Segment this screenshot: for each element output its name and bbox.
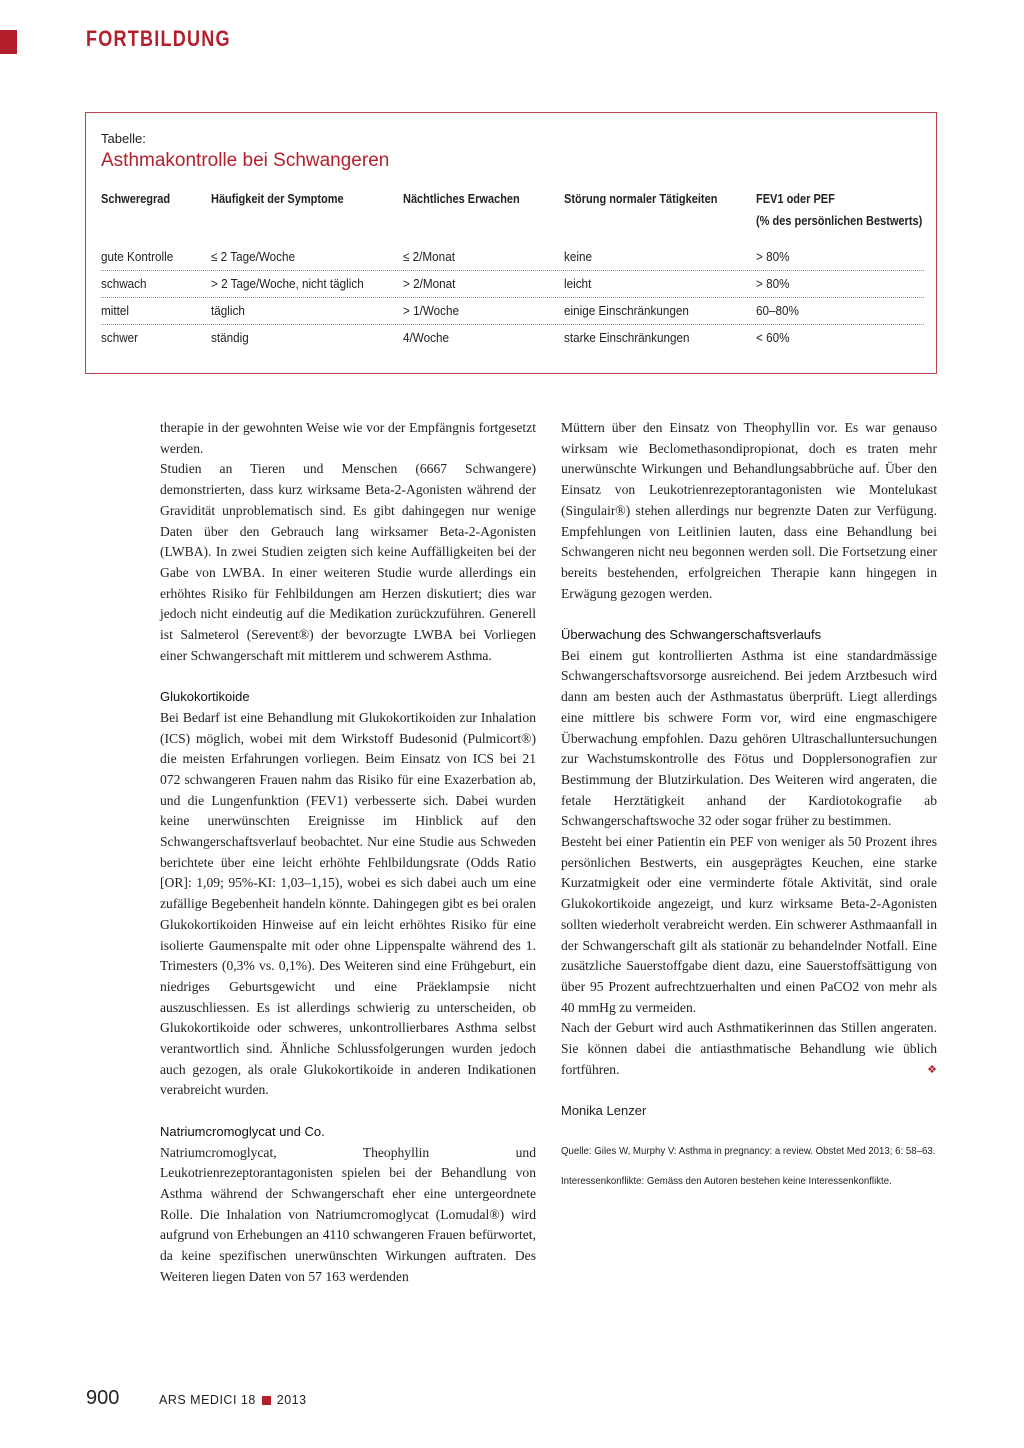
article-column-right [561, 418, 937, 1188]
end-mark-icon: ❖ [927, 1062, 937, 1076]
paragraph: Besteht bei einer Patientin ein PEF von weniger als 50 Prozent ihres persönlichen Bestwerts, ein ausgeprägtes Keuchen, eine starke Kurzatmigkeit oder eine verminderte fötale Aktivität, sind orale Glukokortikoide angezeigt, und kurz wirksame Beta-2-Agonisten sollten wiederholt verabreicht werden. Ein schwerer Asthmaanfall in der Schwangerschaft gilt als stationär zu behandelnder Notfall. Eine zusätzliche Sauerstoffgabe dient dazu, eine Sauerstoffsättigung von über 95 Prozent aufrechtzuerhalten und einen PaCO2 von mehr als 40 mmHg zu vermeiden. [561, 834, 937, 1015]
table-header: Störung normaler Tätigkeiten [564, 192, 718, 206]
paragraph: Müttern über den Einsatz von Theophyllin vor. Es war genauso wirksam wie Beclomethasondipropionat, doch es traten mehr unerwünschte Wirkungen und Behandlungsabbrüche auf. Über den Einsatz von Leukotrienrezeptorantagonisten wie Montelukast (Singulair®) stehen allerdings nur begrenzte Daten zur Verfügung. Empfehlungen von Leitlinien lauten, dass eine Behandlung bei Schwangeren nicht neu begonnen werden soll. Die Fortsetzung einer bereits bestehenden, erfolgreichen Therapie kann hingegen in Erwägung gezogen werden. [561, 420, 937, 601]
paragraph: Bei einem gut kontrollierten Asthma ist eine standardmässige Schwangerschaftsvorsorge ausreichend. Bei jedem Arztbesuch wird dann am besten auch der Asthmastatus überprüft. Liegt allerdings eine mittlere bis schwere Form vor, wird eine engmaschigere Überwachung empfohlen. Dazu gehören Ultraschalluntersuchungen zur Wachstumskontrolle des Fötus und Dopplersonografien zur Bestimmung der Blutzirkulation. Des Weiteren wird angeraten, die fetale Herztätigkeit anhand der Kardiotokografie ab Schwangerschaftswoche 32 oder sogar früher zu bestimmen. [561, 647, 937, 829]
page-number: 900 [86, 1387, 120, 1409]
paragraph-text: Nach der Geburt wird auch Asthmatikerinnen das Stillen angeraten. Sie können dabei die antiasthmatische Behandlung wie üblich fortführen. [561, 1020, 937, 1077]
table-row [101, 243, 924, 271]
table-cell: leicht [564, 276, 592, 291]
paragraph: Natriumcromoglycat, Theophyllin und Leukotrienrezeptorantagonisten spielen bei der Behandlung von Asthma während der Schwangerschaft eher eine untergeordnete Rolle. Die Inhalation von Natriumcromoglycat (Lomudal®) wird aufgrund von Erhebungen an 4110 schwangeren Frauen befürwortet, da keine spezifischen unerwünschten Wirkungen auftraten. Des Weiteren liegen Daten von 57 163 werdenden [160, 1144, 536, 1284]
table-header: Nächtliches Erwachen [403, 192, 520, 206]
table-header: FEV1 oder PEF [756, 192, 835, 206]
section-color-tab [0, 30, 17, 54]
square-icon [262, 1396, 271, 1405]
table-cell: < 60% [756, 330, 790, 345]
table-cell: > 80% [756, 249, 790, 264]
journal-name: ARS MEDICI 18 [159, 1393, 256, 1407]
table-row [101, 270, 924, 298]
paragraph: therapie in der gewohnten Weise wie vor der Empfängnis fortgesetzt werden. [160, 420, 536, 456]
table-cell: starke Einschränkungen [564, 330, 690, 345]
table-cell: mittel [101, 303, 129, 318]
journal-year: 2013 [276, 1393, 307, 1407]
paragraph: Bei Bedarf ist eine Behandlung mit Glukokortikoiden zur Inhalation (ICS) möglich, wobei mit dem Wirkstoff Budesonid (Pulmicort®) die meisten Erfahrungen vorliegen. Beim Einsatz von ICS bei 21 072 schwangeren Frauen nahm das Risiko für eine Exazerbation ab, und die Lungenfunktion (FEV1) verbesserte sich. Dabei wurden keine unerwünschten Ereignisse im Hinblick auf den Schwangerschaftsverlauf beobachtet. Nur eine Studie aus Schweden berichtete über eine leicht erhöhte Fehlbildungsrate (Odds Ratio [OR]: 1,09; 95%-KI: 1,03–1,15), wobei es sich dabei auch um eine zufällige Begebenheit handeln könnte. Dahingegen gibt es bei oralen Glukokortikoiden Hinweise auf ein leicht erhöhtes Risiko für eine isolierte Gaumenspalte mit oder ohne Lippenspalte während des 1. Trimesters (0,3% vs. 0,1%). Des Weiteren sind eine Frühgeburt, ein niedriges Geburtsgewicht und eine Präeklampsie nicht auszuschliessen. Es ist allerdings schwierig zu unterscheiden, ob Glukokortikoide oder schweres, unkontrollierbares Asthma selbst verantwortlich sind. Ähnliche Schlussfolgerungen wurden jedoch auch gezogen, als orale Glukokortikoide in anderen Indikationen verabreicht wurden. [160, 709, 536, 1098]
article-column-left [160, 418, 536, 1288]
table-cell: einige Einschränkungen [564, 303, 689, 318]
table-row [101, 324, 924, 351]
subheading: Glukokortikoide [160, 689, 250, 705]
table-cell: schwer [101, 330, 139, 345]
table-cell: ≤ 2 Tage/Woche [211, 249, 296, 264]
table-header: Schweregrad [101, 192, 171, 206]
author: Monika Lenzer [561, 1103, 647, 1119]
table-row [101, 297, 924, 325]
table-cell: 4/Woche [403, 330, 449, 345]
table-cell: ≤ 2/Monat [403, 249, 455, 264]
subheading: Natriumcromoglycat und Co. [160, 1123, 325, 1139]
table-header: Häufigkeit der Symptome [211, 192, 344, 206]
table-cell: schwach [101, 276, 147, 291]
table-title: Asthmakontrolle bei Schwangeren [101, 150, 390, 171]
source-citation: Quelle: Giles W, Murphy V: Asthma in pregnancy: a review. Obstet Med 2013; 6: 58–63. [561, 1144, 936, 1157]
table-cell: keine [564, 249, 592, 264]
table-cell: > 80% [756, 276, 790, 291]
paragraph [561, 1018, 937, 1080]
table-cell: täglich [211, 303, 245, 318]
table-cell: > 1/Woche [403, 303, 460, 318]
paragraph: Studien an Tieren und Menschen (6667 Schwangere) demonstrierten, dass kurz wirksame Beta-2-Agonisten während der Gravidität unproblematisch sind. Es gibt dahingegen nur wenige Daten über den Gebrauch lang wirksamer Beta-2-Agonisten (LWBA). In zwei Studien zeigten sich keine Auffälligkeiten bei der Gabe von LWBA. In einer weiteren Studie wurde allerdings ein erhöhtes Risiko für Fehlbildungen am Herzen diskutiert; dies war jedoch nicht eindeutig auf die Medikation zurückzuführen. Generell ist Salmeterol (Serevent®) der bevorzugte LWBA bei Vorliegen einer Schwangerschaft mit mittlerem und schwerem Asthma. [160, 461, 536, 663]
table-cell: > 2/Monat [403, 276, 456, 291]
table-cell: ständig [211, 330, 249, 345]
section-title: FORTBILDUNG [86, 26, 231, 51]
subheading: Überwachung des Schwangerschaftsverlaufs [561, 627, 822, 643]
table-box [85, 112, 937, 374]
table-header-extra: (% des persönlichen Bestwerts) [756, 214, 923, 228]
table-cell: 60–80% [756, 303, 799, 318]
table-cell: > 2 Tage/Woche, nicht täglich [211, 276, 364, 291]
table-label: Tabelle: [101, 131, 146, 146]
journal-info [159, 1393, 307, 1407]
table-cell: gute Kontrolle [101, 249, 174, 264]
conflict-statement: Interessenkonflikte: Gemäss den Autoren bestehen keine Interessenkonflikte. [561, 1174, 892, 1187]
